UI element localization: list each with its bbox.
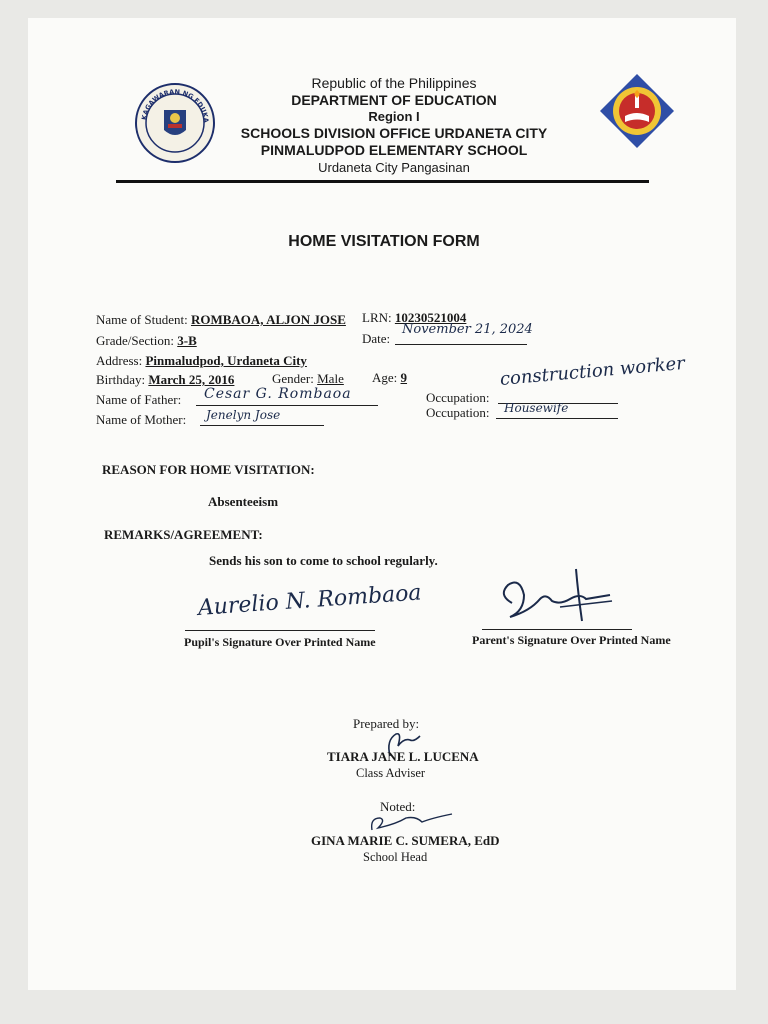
pupil-signature-line bbox=[185, 630, 375, 631]
header-line-school: PINMALUDPOD ELEMENTARY SCHOOL bbox=[260, 142, 528, 158]
age-value: 9 bbox=[400, 370, 408, 385]
birthday-label: Birthday: bbox=[96, 372, 146, 387]
pupil-signature: Aurelio N. Rombaoa bbox=[197, 580, 423, 621]
date-value: November 21, 2024 bbox=[402, 322, 533, 337]
address-value: Pinmaludpod, Urdaneta City bbox=[145, 353, 307, 368]
lrn-label: LRN: bbox=[362, 310, 392, 325]
grade-value: 3-B bbox=[177, 333, 197, 348]
remarks-heading: REMARKS/AGREEMENT: bbox=[104, 527, 263, 542]
head-name: GINA MARIE C. SUMERA, EdD bbox=[311, 833, 500, 848]
student-name-value: ROMBAOA, ALJON JOSE bbox=[190, 312, 346, 327]
grade-label: Grade/Section: bbox=[96, 333, 174, 348]
svg-text:KAGAWARAN NG EDUKASYON: KAGAWARAN NG EDUKA bbox=[140, 87, 211, 124]
father-occupation-label: Occupation: bbox=[426, 390, 490, 405]
adviser-name: TIARA JANE L. LUCENA bbox=[327, 749, 479, 764]
father-value: Cesar G. Rombaoa bbox=[204, 386, 352, 402]
mother-value: Jenelyn Jose bbox=[206, 408, 281, 422]
age-field bbox=[372, 370, 407, 386]
father-underline bbox=[196, 405, 378, 406]
student-name-field bbox=[96, 312, 346, 328]
head-title: School Head bbox=[363, 850, 428, 864]
father-label: Name of Father: bbox=[96, 392, 182, 407]
reason-heading: REASON FOR HOME VISITATION: bbox=[102, 462, 315, 477]
pupil-signature-caption: Pupil's Signature Over Printed Name bbox=[184, 635, 376, 649]
date-underline bbox=[395, 344, 527, 345]
header-line-division: SCHOOLS DIVISION OFFICE URDANETA CITY bbox=[240, 125, 548, 141]
birthday-value: March 25, 2016 bbox=[148, 372, 235, 387]
father-occupation-value: construction worker bbox=[499, 352, 686, 390]
parent-signature-caption: Parent's Signature Over Printed Name bbox=[472, 633, 671, 647]
header-divider bbox=[116, 180, 649, 183]
mother-occupation-label: Occupation: bbox=[426, 405, 490, 420]
student-name-label: Name of Student: bbox=[96, 312, 188, 327]
address-label: Address: bbox=[96, 353, 143, 368]
mother-occupation-value: Housewife bbox=[504, 401, 569, 415]
date-label: Date: bbox=[362, 331, 391, 346]
head-initial-signature bbox=[366, 808, 456, 836]
form-title: HOME VISITATION FORM bbox=[288, 233, 480, 250]
lrn-value: 10230521004 bbox=[394, 310, 467, 325]
mother-underline bbox=[200, 425, 324, 426]
address-field bbox=[96, 353, 307, 369]
remarks-value: Sends his son to come to school regularly. bbox=[209, 553, 438, 568]
parent-signature-line bbox=[482, 629, 632, 630]
mother-label: Name of Mother: bbox=[96, 412, 187, 427]
mother-occupation-underline bbox=[496, 418, 618, 419]
gender-value: Male bbox=[317, 371, 344, 386]
header-line-deped: DEPARTMENT OF EDUCATION bbox=[291, 92, 497, 108]
header-line-region: Region I bbox=[368, 109, 420, 124]
header-line-location: Urdaneta City Pangasinan bbox=[318, 160, 470, 175]
parent-signature bbox=[490, 565, 620, 631]
reason-value: Absenteeism bbox=[208, 494, 279, 509]
grade-field bbox=[96, 333, 197, 349]
noted-label: Noted: bbox=[380, 799, 416, 814]
gender-field bbox=[272, 371, 344, 387]
adviser-title: Class Adviser bbox=[356, 766, 426, 780]
gender-label: Gender: bbox=[272, 371, 314, 386]
header-line-republic: Republic of the Philippines bbox=[311, 75, 477, 91]
prepared-by-label: Prepared by: bbox=[353, 716, 420, 731]
age-label: Age: bbox=[372, 370, 398, 385]
